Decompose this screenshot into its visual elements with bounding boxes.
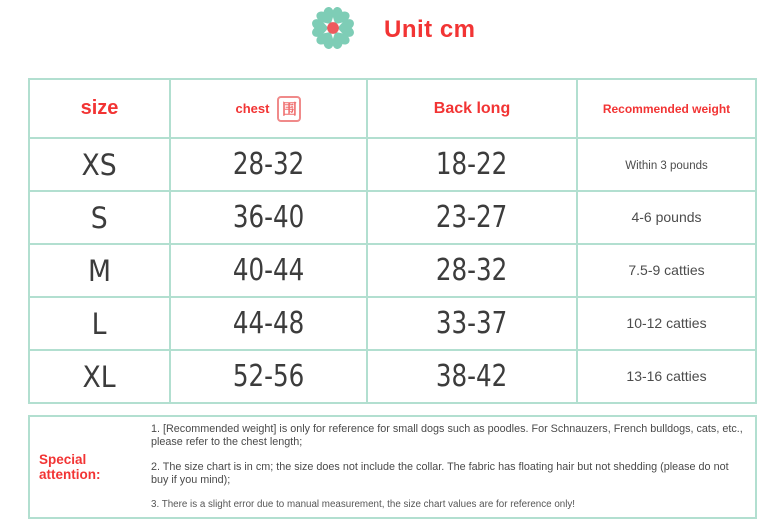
note-1: 1. [Recommended weight] is only for reference for small dogs such as poodles. For Schnauzers, French bulldogs, cats, etc., please refer to the chest length;	[151, 422, 743, 449]
size-value: XL	[82, 359, 117, 394]
table-row	[29, 244, 756, 297]
weight-value: 7.5-9 catties	[628, 261, 705, 278]
weight-value: Within 3 pounds	[625, 159, 708, 172]
table-row	[29, 138, 756, 191]
table-row	[29, 191, 756, 244]
col-header-size: size	[80, 97, 119, 119]
girth-stamp-icon: 围	[277, 96, 301, 122]
back-long-value: 18-22	[436, 147, 508, 182]
chest-value: 36-40	[232, 200, 305, 235]
col-header-recommended-weight: Recommended weight	[602, 101, 731, 116]
table-header-row	[29, 79, 756, 138]
chest-value: 40-44	[232, 253, 305, 288]
notes-list	[151, 423, 755, 511]
chest-value: 28-32	[232, 147, 305, 182]
back-long-value: 23-27	[436, 200, 508, 235]
size-value: XS	[81, 147, 118, 182]
chest-value: 44-48	[232, 306, 305, 341]
col-header-back-long: Back long	[433, 99, 511, 117]
special-attention-label: Special attention:	[39, 452, 101, 482]
table-row	[29, 350, 756, 403]
size-value: S	[91, 200, 108, 235]
special-attention-box	[28, 415, 757, 519]
unit-label: Unit cm	[384, 16, 476, 43]
weight-value: 13-16 catties	[626, 367, 707, 384]
note-2: 2. The size chart is in cm; the size does not include the collar. The fabric has floating hair but not shedding (please do not buy if you mind);	[151, 460, 729, 487]
weight-value: 4-6 pounds	[631, 208, 702, 225]
chest-value: 52-56	[232, 359, 305, 394]
flower-icon	[311, 6, 355, 50]
back-long-value: 33-37	[436, 306, 508, 341]
back-long-value: 28-32	[436, 253, 508, 288]
banner	[0, 0, 773, 60]
note-3: 3. There is a slight error due to manual measurement, the size chart values are for reference only!	[151, 498, 576, 510]
col-header-chest: chest	[235, 100, 270, 116]
back-long-value: 38-42	[436, 359, 508, 394]
size-value: L	[92, 306, 107, 341]
table-row	[29, 297, 756, 350]
weight-value: 10-12 catties	[626, 314, 707, 331]
size-table	[28, 78, 757, 404]
size-value: M	[87, 253, 112, 288]
